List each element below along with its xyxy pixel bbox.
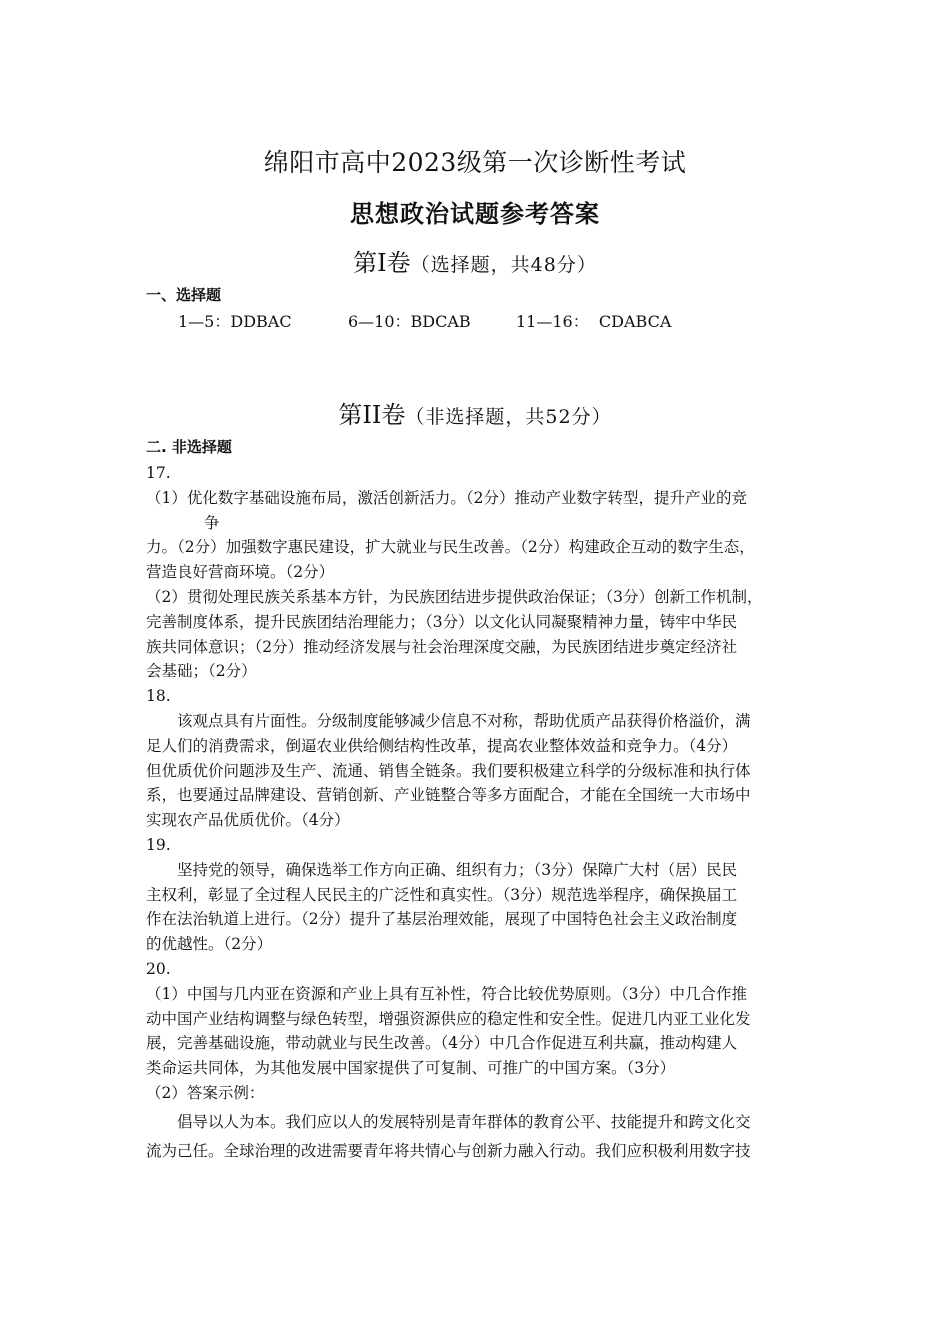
section-heading-nonchoice: 二. 非选择题	[146, 438, 232, 456]
answer-line: （2）答案示例：	[146, 1083, 265, 1102]
part1-title-sub: （选择题，共48分）	[410, 254, 597, 276]
choice-answers	[178, 309, 671, 332]
part2-title-sub: （非选择题，共52分）	[405, 406, 612, 428]
answer-line: （1）中国与几内亚在资源和产业上具有互补性，符合比较优势原则。（3分）中几合作推	[146, 984, 747, 1003]
answer-line: 完善制度体系，提升民族团结治理能力；（3分）以文化认同凝聚精神力量，铸牢中华民	[146, 612, 738, 631]
answer-line: 流为己任。全球治理的改进需要青年将共情心与创新力融入行动。我们应积极利用数字技	[146, 1141, 751, 1160]
answer-line: 展，完善基础设施，带动就业与民生改善。（4分）中几合作促进互利共赢，推动构建人	[146, 1034, 738, 1053]
answer-line: 足人们的消费需求，倒逼农业供给侧结构性改革，提高农业整体效益和竞争力。（4分）	[146, 736, 738, 755]
answers-1-5: 1—5：DDBAC	[178, 312, 292, 331]
section-heading-choice: 一、选择题	[146, 286, 222, 304]
answer-line: （2）贯彻处理民族关系基本方针，为民族团结进步提供政治保证；（3分）创新工作机制，	[146, 587, 763, 606]
answer-line: 族共同体意识；（2分）推动经济发展与社会治理深度交融，为民族团结进步奠定经济社	[146, 637, 738, 656]
answer-line: （1）优化数字基础设施布局，激活创新活力。（2分）推动产业数字转型，提升产业的竞	[146, 488, 747, 507]
exam-title: 绵阳市高中2023级第一次诊断性考试	[263, 148, 687, 177]
part1-title-main: 第I卷	[353, 249, 411, 277]
answer-line: 倡导以人为本。我们应以人的发展特别是青年群体的教育公平、技能提升和跨文化交	[177, 1112, 751, 1131]
answers-6-10: 6—10：BDCAB	[348, 312, 471, 331]
part1-title	[0, 243, 950, 278]
answer-line: 的优越性。（2分）	[146, 935, 273, 954]
answer-line: 系，也要通过品牌建设、营销创新、产业链整合等多方面配合，才能在全国统一大市场中	[146, 786, 751, 805]
answer-line: 但优质优价问题涉及生产、流通、销售全链条。我们要积极建立科学的分级标准和执行体	[146, 761, 751, 780]
question-number-18: 18.	[146, 687, 171, 706]
question-number-17: 17.	[146, 464, 171, 482]
answer-line: 动中国产业结构调整与绿色转型，增强资源供应的稳定性和安全性。促进几内亚工业化发	[146, 1009, 751, 1028]
answer-line: 该观点具有片面性。分级制度能够减少信息不对称，帮助优质产品获得价格溢价，满	[177, 711, 751, 730]
answer-line: 坚持党的领导，确保选举工作方向正确、组织有力；（3分）保障广大村（居）民民	[177, 860, 738, 879]
answer-line: 营造良好营商环境。（2分）	[146, 563, 335, 582]
answer-line: 主权利，彰显了全过程人民民主的广泛性和真实性。（3分）规范选举程序，确保换届工	[146, 885, 738, 904]
answer-line: 争	[204, 513, 220, 532]
question-number-20: 20.	[146, 959, 171, 978]
part2-title	[0, 395, 950, 430]
answer-line: 实现农产品优质优价。（4分）	[146, 811, 350, 830]
answer-line: 类命运共同体，为其他发展中国家提供了可复制、可推广的中国方案。（3分）	[146, 1059, 676, 1078]
answer-line: 力。（2分）加强数字惠民建设，扩大就业与民生改善。（2分）构建政企互动的数字生态，	[146, 538, 755, 557]
answer-body	[146, 461, 816, 1163]
answers-11-16: 11—16： CDABCA	[516, 312, 672, 331]
part2-title-main: 第II卷	[338, 401, 406, 429]
answer-line: 作在法治轨道上进行。（2分）提升了基层治理效能，展现了中国特色社会主义政治制度	[146, 910, 738, 929]
answer-key-title: 思想政治试题参考答案	[350, 199, 600, 228]
answer-line: 会基础；（2分）	[146, 662, 257, 681]
question-number-19: 19.	[146, 835, 171, 854]
